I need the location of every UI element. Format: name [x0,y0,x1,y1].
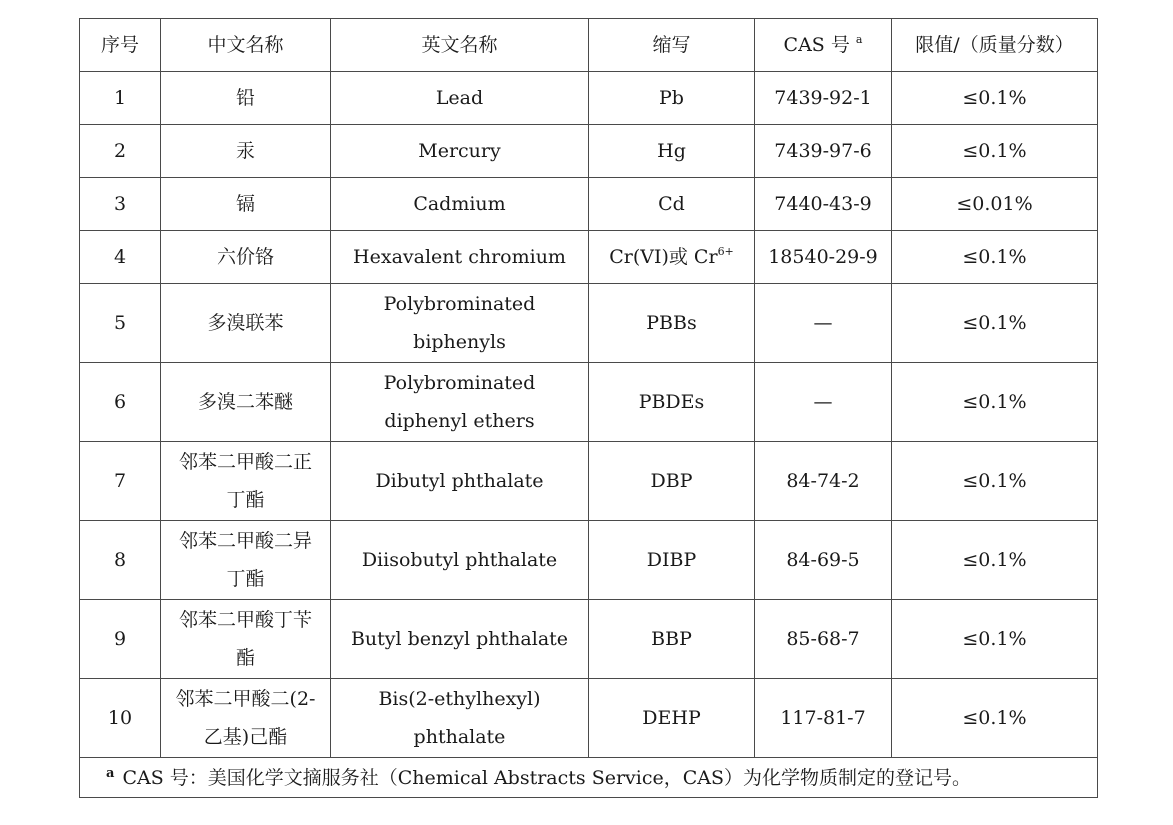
cell-cas: 84-74-2 [755,442,892,521]
cell-cas: 84-69-5 [755,521,892,600]
table-row [80,442,1098,521]
cell-chinese-name [161,521,331,600]
cell-no: 7 [80,442,161,521]
cell-english-name: Butyl benzyl phthalate [331,600,589,679]
cell-abbreviation: DBP [589,442,755,521]
table-row [80,284,1098,363]
table-row [80,600,1098,679]
cell-cas: 7439-92-1 [755,72,892,125]
cell-no: 5 [80,284,161,363]
cell-abbreviation: PBBs [589,284,755,363]
chinese-name-text: 邻苯二甲酸二(2-乙基)己酯 [175,688,316,748]
cell-english-name: Lead [331,72,589,125]
cell-english-name: Mercury [331,125,589,178]
cell-abbreviation: DEHP [589,679,755,758]
cell-limit: ≤0.1% [892,600,1098,679]
chinese-name-text: 邻苯二甲酸二异丁酯 [178,530,312,590]
cell-chinese-name: 多溴二苯醚 [161,363,331,442]
cell-chinese-name: 镉 [161,178,331,231]
english-name-text: Polybrominated biphenyls [383,293,536,353]
english-name-text: Bis(2-ethylhexyl) phthalate [378,688,541,748]
footnote-text: CAS 号：美国化学文摘服务社（Chemical Abstracts Service，CAS）为化学物质制定的登记号。 [122,766,972,789]
table-row [80,363,1098,442]
table-row [80,72,1098,125]
cell-abbreviation: DIBP [589,521,755,600]
abbreviation-superscript: 6+ [717,245,734,258]
header-no: 序号 [80,19,161,72]
cell-no: 6 [80,363,161,442]
cell-english-name [331,284,589,363]
table-row [80,125,1098,178]
cell-cas: 117-81-7 [755,679,892,758]
cell-cas: — [755,363,892,442]
cell-limit: ≤0.1% [892,679,1098,758]
table-row [80,178,1098,231]
header-english-name: 英文名称 [331,19,589,72]
cell-limit: ≤0.1% [892,231,1098,284]
english-name-text: Polybrominated diphenyl ethers [383,372,536,432]
cell-limit: ≤0.1% [892,72,1098,125]
cell-english-name: Dibutyl phthalate [331,442,589,521]
cell-no: 9 [80,600,161,679]
header-limit: 限值/（质量分数） [892,19,1098,72]
table-row [80,521,1098,600]
cell-no: 8 [80,521,161,600]
cell-no: 4 [80,231,161,284]
cell-cas: 7440-43-9 [755,178,892,231]
cell-chinese-name: 铅 [161,72,331,125]
cell-cas: 85-68-7 [755,600,892,679]
table-row [80,231,1098,284]
cell-chinese-name [161,442,331,521]
cell-no: 10 [80,679,161,758]
abbreviation-text: Cr(VI)或 Cr [609,246,718,268]
header-abbreviation: 缩写 [589,19,755,72]
cell-chinese-name: 六价铬 [161,231,331,284]
cell-cas: — [755,284,892,363]
cell-chinese-name: 汞 [161,125,331,178]
cell-english-name [331,679,589,758]
cell-limit: ≤0.1% [892,125,1098,178]
header-chinese-name: 中文名称 [161,19,331,72]
cell-cas: 18540-29-9 [755,231,892,284]
chinese-name-text: 邻苯二甲酸二正丁酯 [178,451,312,511]
cell-chinese-name: 多溴联苯 [161,284,331,363]
cell-chinese-name [161,600,331,679]
cell-limit: ≤0.01% [892,178,1098,231]
cell-abbreviation: Cd [589,178,755,231]
cell-english-name: Hexavalent chromium [331,231,589,284]
header-cas-label: CAS 号 [783,34,850,56]
chinese-name-text: 邻苯二甲酸丁苄酯 [178,609,312,669]
cell-no: 1 [80,72,161,125]
cell-english-name: Diisobutyl phthalate [331,521,589,600]
cell-abbreviation: Hg [589,125,755,178]
cell-abbreviation: BBP [589,600,755,679]
footnote-mark: a [106,765,115,781]
table-row [80,679,1098,758]
cell-chinese-name [161,679,331,758]
cell-english-name [331,363,589,442]
cell-limit: ≤0.1% [892,442,1098,521]
footnote [80,758,1098,798]
header-cas-footnote-mark: a [855,33,863,46]
cell-limit: ≤0.1% [892,521,1098,600]
cell-abbreviation: Pb [589,72,755,125]
cell-abbreviation: PBDEs [589,363,755,442]
cell-limit: ≤0.1% [892,363,1098,442]
cell-english-name: Cadmium [331,178,589,231]
restricted-substances-table [79,18,1098,798]
cell-cas: 7439-97-6 [755,125,892,178]
cell-no: 3 [80,178,161,231]
cell-abbreviation [589,231,755,284]
cell-no: 2 [80,125,161,178]
header-row [80,19,1098,72]
header-cas [755,19,892,72]
cell-limit: ≤0.1% [892,284,1098,363]
footnote-row [80,758,1098,798]
